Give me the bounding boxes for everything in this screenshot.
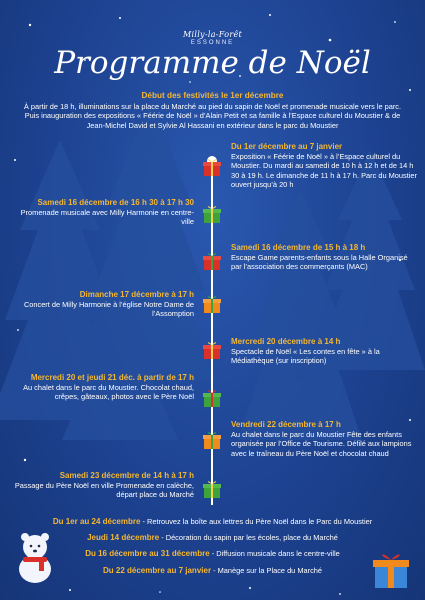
event-date: Du 1er décembre au 7 janvier — [231, 142, 343, 151]
bottom-date: Jeudi 14 décembre — [87, 533, 160, 542]
gift-icon — [202, 294, 222, 314]
bottom-item — [0, 549, 425, 558]
gift-icon — [202, 479, 222, 499]
bottom-text: Diffusion musicale dans le centre-ville — [216, 549, 340, 558]
gift-icon — [202, 204, 222, 224]
bottom-item — [0, 566, 425, 575]
event-item — [231, 243, 419, 272]
event-text: Promenade musicale avec Milly Harmonie en centre-ville — [20, 208, 194, 227]
page-title: Programme de Noël — [54, 45, 371, 81]
gift-icon — [202, 157, 222, 177]
bottom-sep: - — [211, 549, 217, 558]
event-text: Au chalet dans le parc du Moustier. Chocolat chaud, crêpes, gâteaux, photos avec le Père Noël — [23, 383, 194, 402]
event-text: Escape Game parents-enfants sous la Halle Organisé par l’association des commerçants (MAC) — [231, 253, 408, 272]
bottom-text: Manège sur la Place du Marché — [217, 566, 322, 575]
event-date: Samedi 16 décembre de 16 h 30 à 17 h 30 — [37, 198, 194, 207]
gift-icon — [202, 388, 222, 408]
event-date: Dimanche 17 décembre à 17 h — [79, 290, 194, 299]
event-item — [14, 290, 194, 319]
bottom-text: Retrouvez la boîte aux lettres du Père Noël dans le Parc du Moustier — [147, 517, 373, 526]
event-text: Au chalet dans le parc du Moustier Fête des enfants organisée par l’Office de Tourisme. Défilé aux lampions avec le traîneau du Père Noël et chocolat chaud — [231, 430, 412, 458]
event-item — [14, 471, 194, 500]
gift-icon — [202, 251, 222, 271]
bottom-sep: - — [213, 566, 218, 575]
event-text: Spectacle de Noël « Les contes en fête » à la Médiathèque (sur inscription) — [231, 347, 380, 366]
event-text: Concert de Milly Harmonie à l’église Notre Dame de l’Assomption — [23, 300, 194, 319]
bottom-date: Du 22 décembre au 7 janvier — [103, 566, 212, 575]
gift-icon — [202, 430, 222, 450]
polar-bear-icon — [12, 527, 58, 585]
intro-text: À partir de 18 h, illuminations sur la place du Marché au pied du sapin de Noël et promenade musicale vers le parc. Puis inauguration des expositions « Féérie de Noël » d’Alain Petit et sa famille à l’Espace culturel du Moustier & de Jean-Michel David et Sylvie Al Hassani en extérieur dans le parc du Moustier — [23, 102, 402, 130]
bottom-date: Du 1er au 24 décembre — [52, 517, 141, 526]
town-logo — [0, 30, 425, 46]
logo-sub: ESSONNE — [190, 40, 235, 46]
bottom-sep: - — [161, 533, 166, 542]
logo-name: Milly-la-Forêt — [182, 30, 243, 39]
event-item — [14, 198, 194, 227]
gift-box-icon — [372, 550, 410, 590]
intro-block — [18, 91, 407, 130]
event-item — [231, 337, 419, 366]
event-item — [231, 142, 419, 190]
event-date: Vendredi 22 décembre à 17 h — [231, 420, 341, 429]
event-date: Mercredi 20 et jeudi 21 déc. à partir de 17 h — [30, 373, 194, 382]
gift-icon — [202, 340, 222, 360]
bottom-date: Du 16 décembre au 31 décembre — [85, 549, 210, 558]
event-date: Samedi 16 décembre de 15 h à 18 h — [231, 243, 366, 252]
bottom-text: Décoration du sapin par les écoles, place du Marché — [165, 533, 338, 542]
tree-silhouette — [85, 100, 215, 380]
event-item — [231, 420, 419, 458]
event-item — [14, 373, 194, 402]
bottom-sep: - — [142, 517, 148, 526]
bottom-item — [0, 517, 425, 526]
intro-heading: Début des festivités le 1er décembre — [141, 91, 284, 100]
event-date: Samedi 23 décembre de 14 h à 17 h — [59, 471, 194, 480]
bottom-item — [0, 533, 425, 542]
event-text: Exposition « Féérie de Noël » à l’Espace culturel du Moustier. Du mardi au samedi de 10 h à 12 h et de 14 h 30 à 19 h. Le dimanche de 11 h à 17 h. Parc du Moustier ouvert jusqu’à 20 h — [231, 152, 417, 190]
event-text: Passage du Père Noël en ville Promenade en calèche, départ place du Marché — [14, 481, 194, 500]
event-date: Mercredi 20 décembre à 14 h — [231, 337, 341, 346]
